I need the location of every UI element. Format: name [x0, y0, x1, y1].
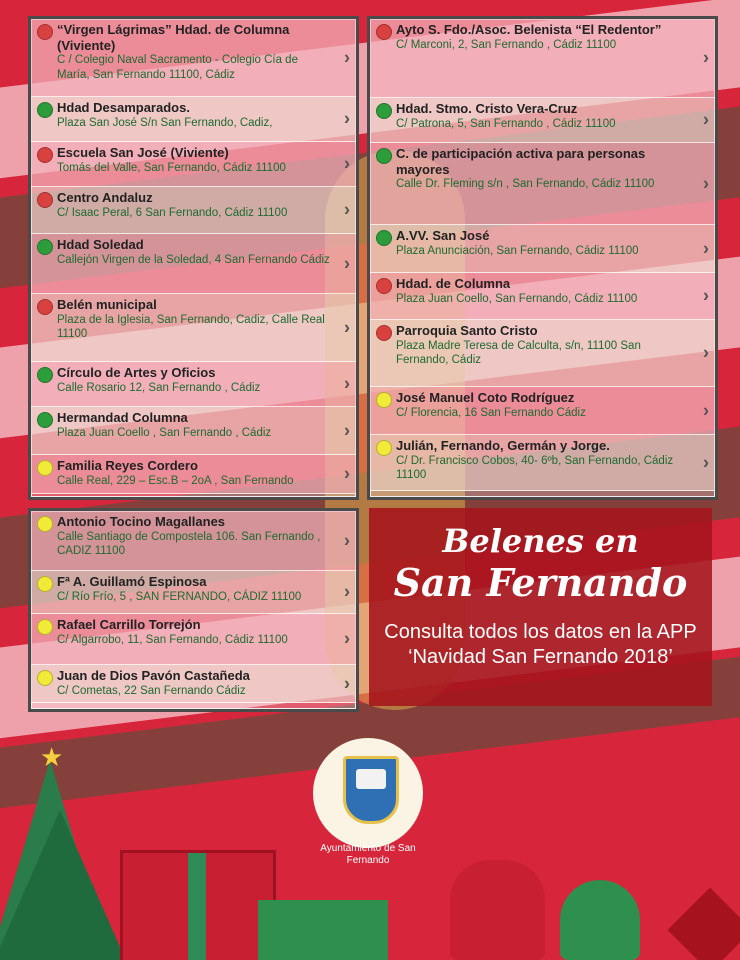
list-item[interactable] — [370, 143, 715, 225]
item-name: Hdad Soledad — [57, 237, 144, 252]
chevron-right-icon[interactable]: › — [703, 47, 709, 68]
right-list-panel — [367, 16, 718, 500]
item-name: Hdad. de Columna — [396, 276, 511, 291]
item-name: Belén municipal — [57, 297, 157, 312]
chevron-right-icon[interactable]: › — [344, 628, 350, 649]
item-name: Hdad. Stmo. Cristo Vera-Cruz — [396, 101, 578, 116]
item-address: C/ Cometas, 22 San Fernando Cádiz — [57, 684, 246, 697]
status-dot-icon — [376, 103, 392, 119]
status-dot-icon — [37, 619, 53, 635]
item-address: C/ Marconi, 2, San Fernando , Cádiz 11100 — [396, 38, 617, 51]
status-dot-icon — [37, 102, 53, 118]
item-address: Plaza Madre Teresa de Calculta, s/n, 11100 San Fernando, Cádiz — [396, 339, 641, 366]
item-name: Familia Reyes Cordero — [57, 458, 198, 473]
promo-subtitle: Consulta todos los datos en la APP ‘Navidad San Fernando 2018’ — [384, 621, 697, 668]
municipal-crest-logo — [313, 738, 423, 848]
item-address: Plaza Anunciación, San Fernando, Cádiz 11100 — [396, 244, 639, 257]
chevron-right-icon[interactable]: › — [344, 108, 350, 129]
mitten-icon — [560, 880, 640, 960]
christmas-tree-icon — [0, 810, 130, 960]
item-address: Plaza de la Iglesia, San Fernando, Cadiz, Calle Real 11100 — [57, 313, 325, 340]
list-item[interactable] — [370, 19, 715, 98]
list-item[interactable] — [370, 320, 715, 387]
chevron-right-icon[interactable]: › — [703, 109, 709, 130]
item-address: C/ Dr. Francisco Cobos, 40- 6ºb, San Fernando, Cádiz 11100 — [396, 454, 674, 481]
list-item[interactable] — [31, 294, 356, 362]
chevron-right-icon[interactable]: › — [703, 173, 709, 193]
item-address: C/ Algarrobo, 11, San Fernando, Cádiz 11100 — [57, 633, 288, 646]
mitten-icon — [450, 860, 545, 960]
status-dot-icon — [37, 24, 53, 40]
item-address: Callejón Virgen de la Soledad, 4 San Fernando Cádiz — [57, 253, 330, 266]
chevron-right-icon[interactable]: › — [703, 400, 709, 420]
item-name: Parroquia Santo Cristo — [396, 323, 538, 338]
item-address: Calle Santiago de Compostela 106. San Fernando , CADIZ 11100 — [57, 530, 321, 557]
item-address: Plaza Juan Coello , San Fernando , Cádiz — [57, 426, 272, 439]
list-item[interactable] — [31, 614, 356, 665]
promo-banner — [369, 508, 712, 706]
status-dot-icon — [37, 460, 53, 476]
chevron-right-icon[interactable]: › — [344, 420, 350, 440]
list-item[interactable] — [370, 435, 715, 491]
list-item[interactable] — [31, 187, 356, 234]
item-address: Plaza San José S/n San Fernando, Cadiz, — [57, 116, 273, 129]
chevron-right-icon[interactable]: › — [703, 452, 709, 472]
chevron-right-icon[interactable]: › — [703, 238, 709, 258]
list-item[interactable] — [31, 234, 356, 294]
item-name: C. de participación activa para personas mayores — [396, 146, 646, 177]
status-dot-icon — [376, 325, 392, 341]
item-name: A.VV. San José — [396, 228, 490, 243]
status-dot-icon — [37, 412, 53, 428]
promo-title-line1: Belenes en — [442, 522, 639, 560]
item-address: C/ Isaac Peral, 6 San Fernando, Cádiz 11100 — [57, 206, 288, 219]
status-dot-icon — [376, 278, 392, 294]
item-name: Julián, Fernando, Germán y Jorge. — [396, 438, 610, 453]
status-dot-icon — [37, 367, 53, 383]
gift-box-icon — [258, 900, 388, 960]
item-address: Calle Dr. Fleming s/n , San Fernando, Cádiz 11100 — [396, 178, 655, 190]
gift-box-icon — [120, 850, 276, 960]
list-item[interactable] — [31, 665, 356, 703]
status-dot-icon — [376, 440, 392, 456]
list-item[interactable] — [31, 511, 356, 571]
item-address: Calle Rosario 12, San Fernando , Cádiz — [57, 381, 261, 394]
item-address: Plaza Juan Coello, San Fernando, Cádiz 11100 — [396, 292, 638, 305]
shield-icon — [343, 756, 399, 824]
chevron-right-icon[interactable]: › — [344, 253, 350, 273]
chevron-right-icon[interactable]: › — [703, 285, 709, 306]
item-address: Tomás del Valle, San Fernando, Cádiz 11100 — [57, 161, 286, 174]
list-item[interactable] — [31, 19, 356, 97]
chevron-right-icon[interactable]: › — [344, 199, 350, 220]
chevron-right-icon[interactable]: › — [344, 581, 350, 602]
status-dot-icon — [37, 670, 53, 686]
chevron-right-icon[interactable]: › — [344, 47, 350, 67]
item-name: José Manuel Coto Rodríguez — [396, 390, 575, 405]
list-item[interactable] — [370, 273, 715, 320]
chevron-right-icon[interactable]: › — [703, 342, 709, 363]
chevron-right-icon[interactable]: › — [344, 463, 350, 484]
chevron-right-icon[interactable]: › — [344, 373, 350, 394]
item-name: Rafael Carrillo Torrejón — [57, 617, 201, 632]
item-address: Calle Real, 229 – Esc.B – 2oA , San Fernando — [57, 474, 294, 487]
list-item[interactable] — [31, 142, 356, 187]
list-item[interactable] — [31, 455, 356, 494]
crest-label: Ayuntamiento de San Fernando — [320, 843, 416, 866]
list-item[interactable] — [370, 225, 715, 273]
status-dot-icon — [37, 299, 53, 315]
promo-title-line2: San Fernando — [393, 560, 688, 605]
item-address: C / Colegio Naval Sacramento - Colegio Cía de María, San Fernando 11100, Cádiz — [57, 54, 298, 81]
status-dot-icon — [37, 192, 53, 208]
list-item[interactable] — [31, 362, 356, 407]
status-dot-icon — [37, 516, 53, 532]
status-dot-icon — [37, 239, 53, 255]
status-dot-icon — [37, 576, 53, 592]
item-name: Centro Andaluz — [57, 190, 153, 205]
item-name: Escuela San José (Viviente) — [57, 145, 229, 160]
chevron-right-icon[interactable]: › — [344, 317, 350, 337]
item-address: C/ Florencia, 16 San Fernando Cádiz — [396, 406, 586, 419]
item-name: Antonio Tocino Magallanes — [57, 514, 226, 529]
status-dot-icon — [376, 392, 392, 408]
status-dot-icon — [37, 147, 53, 163]
item-name: Ayto S. Fdo./Asoc. Belenista “El Redentor” — [396, 22, 662, 37]
chevron-right-icon[interactable]: › — [344, 530, 350, 550]
list-item[interactable] — [370, 387, 715, 435]
status-dot-icon — [376, 230, 392, 246]
status-dot-icon — [376, 148, 392, 164]
item-address: C/ Río Frío, 5 , SAN FERNANDO, CÁDIZ 11100 — [57, 590, 302, 603]
list-item[interactable] — [31, 407, 356, 455]
chevron-right-icon[interactable]: › — [344, 153, 350, 174]
item-name: Hermandad Columna — [57, 410, 188, 425]
item-name: “Virgen Lágrimas” Hdad. de Columna (Viviente) — [57, 22, 290, 53]
item-name: Círculo de Artes y Oficios — [57, 365, 216, 380]
item-name: Hdad Desamparados. — [57, 100, 190, 115]
left-list-panel — [28, 16, 359, 500]
chevron-right-icon[interactable]: › — [344, 673, 350, 693]
list-item[interactable] — [31, 571, 356, 614]
bottom-list-panel — [28, 508, 359, 712]
item-name: Juan de Dios Pavón Castañeda — [57, 668, 250, 683]
list-item[interactable] — [370, 98, 715, 143]
poinsettia-icon — [668, 888, 740, 960]
item-address: C/ Patrona, 5, San Fernando , Cádiz 11100 — [396, 117, 616, 130]
item-name: Fª A. Guillamó Espinosa — [57, 574, 207, 589]
list-item[interactable] — [31, 97, 356, 142]
status-dot-icon — [376, 24, 392, 40]
star-icon: ★ — [40, 742, 64, 772]
